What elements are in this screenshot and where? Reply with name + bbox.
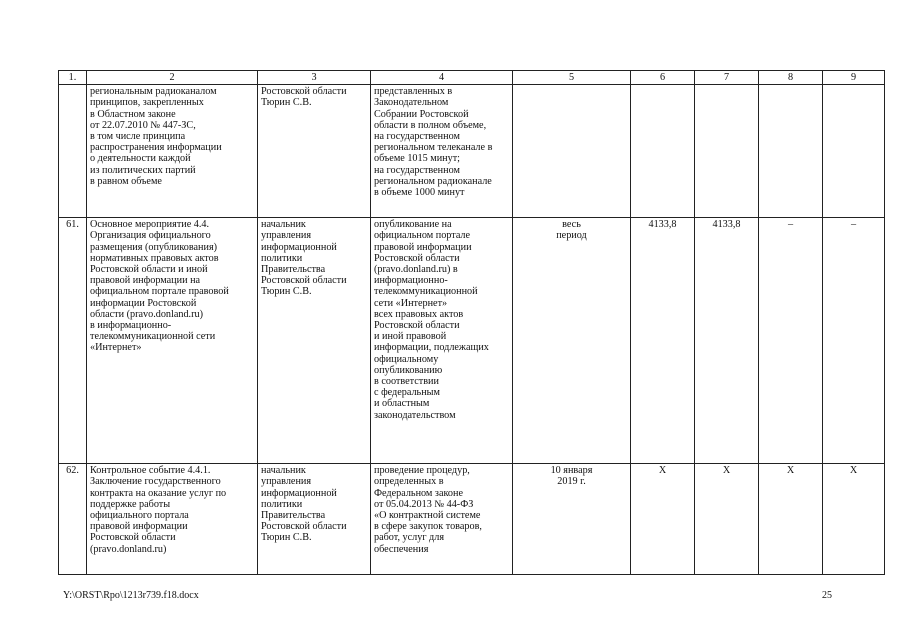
value-cell <box>631 85 695 218</box>
result-cell: проведение процедур, определенных в Федеральном законе от 05.04.2013 № 44-ФЗ «О контрактной системе в сфере закупок товаров, работ, услуг для обеспечения <box>371 464 513 575</box>
value-cell <box>695 85 759 218</box>
header-row <box>59 71 885 85</box>
value-cell: Х <box>759 464 823 575</box>
plan-table <box>58 70 885 575</box>
period-cell <box>513 85 631 218</box>
table-row <box>59 218 885 464</box>
responsible-cell: Ростовской области Тюрин С.В. <box>258 85 371 218</box>
value-cell: 4133,8 <box>631 218 695 464</box>
value-cell: Х <box>631 464 695 575</box>
responsible-cell: начальник управления информационной политики Правительства Ростовской области Тюрин С.В. <box>258 218 371 464</box>
column-header: 9 <box>823 71 885 85</box>
column-header: 6 <box>631 71 695 85</box>
value-cell <box>823 85 885 218</box>
column-header: 2 <box>87 71 258 85</box>
result-cell: опубликование на официальном портале правовой информации Ростовской области (pravo.donland.ru) в информационно- телекоммуникационной сети «Интернет» всех правовых актов Ростовской области и иной правовой информации, подлежащих официальному опубликованию в соответствии с федеральным и областным законодательством <box>371 218 513 464</box>
row-number <box>59 85 87 218</box>
value-cell: – <box>823 218 885 464</box>
period-cell: весь период <box>513 218 631 464</box>
page-number: 25 <box>822 590 832 601</box>
column-header: 1. <box>59 71 87 85</box>
responsible-cell: начальник управления информационной политики Правительства Ростовской области Тюрин С.В. <box>258 464 371 575</box>
row-number: 62. <box>59 464 87 575</box>
table-row <box>59 464 885 575</box>
result-cell: представленных в Законодательном Собрании Ростовской области в полном объеме, на государственном региональном телеканале в объеме 1015 минут; на государственном региональном радиоканале в объеме 1000 минут <box>371 85 513 218</box>
measure-cell: Контрольное событие 4.4.1. Заключение государственного контракта на оказание услуг по поддержке работы официального портала правовой информации Ростовской области (pravo.donland.ru) <box>87 464 258 575</box>
column-header: 3 <box>258 71 371 85</box>
row-number: 61. <box>59 218 87 464</box>
value-cell: 4133,8 <box>695 218 759 464</box>
document-file-path: Y:\ORST\Rpo\1213r739.f18.docx <box>63 590 199 601</box>
table-row <box>59 85 885 218</box>
value-cell <box>759 85 823 218</box>
column-header: 8 <box>759 71 823 85</box>
period-cell: 10 января 2019 г. <box>513 464 631 575</box>
column-header: 4 <box>371 71 513 85</box>
column-header: 7 <box>695 71 759 85</box>
value-cell: Х <box>695 464 759 575</box>
value-cell: – <box>759 218 823 464</box>
column-header: 5 <box>513 71 631 85</box>
measure-cell: Основное мероприятие 4.4. Организация официального размещения (опубликования) нормативных правовых актов Ростовской области и иной правовой информации на официальном портале правовой информации Ростовской области (pravo.donland.ru) в информационно- телекоммуникационной сети «Интернет» <box>87 218 258 464</box>
value-cell: Х <box>823 464 885 575</box>
measure-cell: региональным радиоканалом принципов, закрепленных в Областном законе от 22.07.2010 № 447-ЗС, в том числе принципа распространения информации о деятельности каждой из политических партий в равном объеме <box>87 85 258 218</box>
